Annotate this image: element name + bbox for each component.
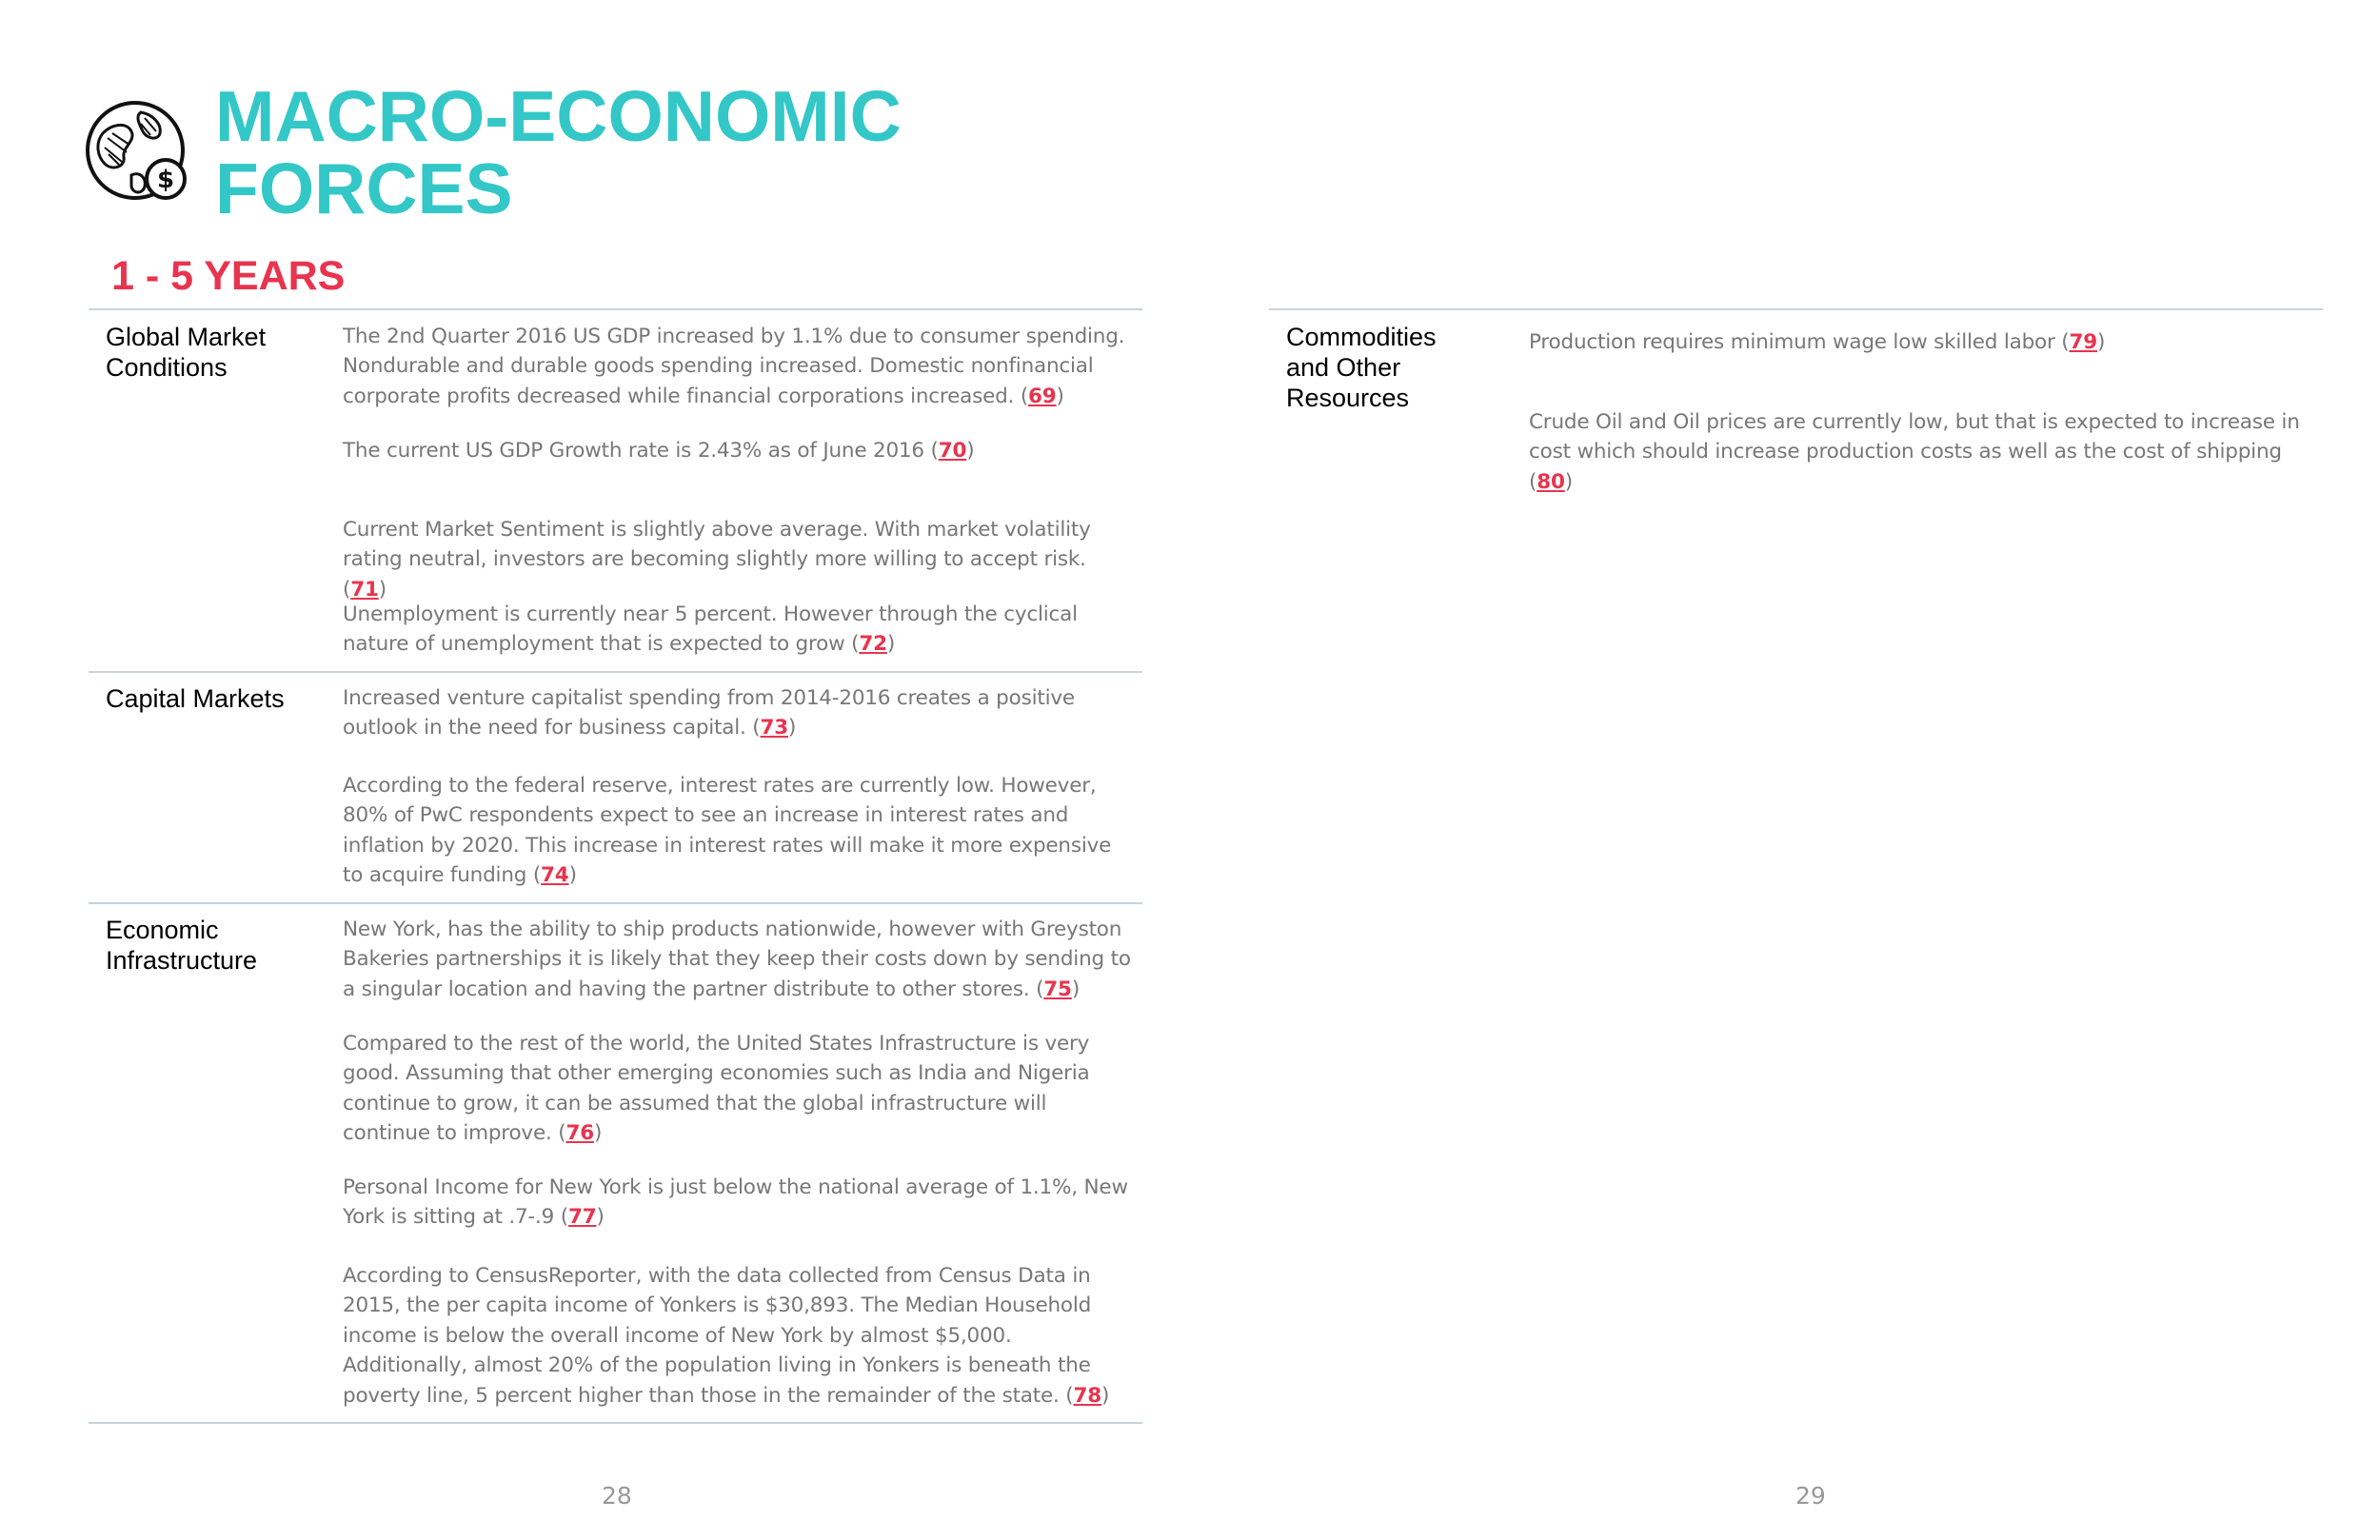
paragraph: The current US GDP Growth rate is 2.43% as of June 2016 (70) — [343, 439, 975, 463]
globe-dollar-icon — [84, 95, 196, 207]
paragraph: Personal Income for New York is just below the national average of 1.1%, New York is sitting at .7-.9 (77) — [343, 1175, 1128, 1230]
divider — [89, 902, 1142, 904]
paragraph: According to CensusReporter, with the data collected from Census Data in 2015, the per capita income of Yonkers is $30,893. The Median Household income is below the overall income of New York by almost $5,000. Additionally, almost 20% of the population living in Yonkers is beneath the poverty line, 5 percent higher than those in the remainder of the state. (78) — [343, 1264, 1110, 1408]
page-title — [215, 76, 902, 228]
divider — [89, 1422, 1142, 1424]
citation-link[interactable]: 73 — [760, 716, 789, 740]
paragraph: Production requires minimum wage low skilled labor (79) — [1529, 330, 2106, 354]
citation-link[interactable]: 69 — [1028, 384, 1057, 408]
paragraph: Crude Oil and Oil prices are currently low, but that is expected to increase in cost which should increase production costs as well as the cost of shipping (80) — [1529, 410, 2300, 494]
divider — [1269, 308, 2323, 310]
paragraph: Increased venture capitalist spending from 2014-2016 creates a positive outlook in the need for business capital. (73) — [343, 686, 1075, 740]
page-number-left: 28 — [602, 1482, 632, 1510]
title-line-1: MACRO-ECONOMIC — [215, 76, 902, 156]
svg-text:$: $ — [156, 166, 175, 194]
citation-link[interactable]: 72 — [859, 632, 887, 657]
citation-link[interactable]: 79 — [2069, 330, 2097, 354]
divider — [89, 671, 1142, 673]
citation-link[interactable]: 77 — [567, 1205, 597, 1230]
citation-link[interactable]: 80 — [1537, 469, 1565, 494]
citation-link[interactable]: 76 — [565, 1121, 594, 1146]
row-label-global-market: Global Market Conditions — [106, 323, 267, 382]
citation-link[interactable]: 71 — [350, 577, 379, 602]
paragraph: New York, has the ability to ship products nationwide, however with Greyston Bakeries partnerships it is likely that they keep their costs down by sending to a singular location and having the partner distribute to other stores. (75) — [343, 918, 1131, 1001]
paragraph: Current Market Sentiment is slightly above average. With market volatility rating neutral, investors are becoming slightly more willing to accept risk. (71) — [343, 518, 1091, 602]
paragraph: According to the federal reserve, interest rates are currently low. However, 80% of PwC respondents expect to see an increase in interest rates and inflation by 2020. This increase in interest rates will make it more expensive to acquire funding (74) — [343, 774, 1112, 888]
title-line-2: FORCES — [215, 148, 513, 228]
row-label-commodities: Commodities and Other Resources — [1286, 323, 1437, 412]
paragraph: Unemployment is currently near 5 percent. However through the cyclical nature of unemployment that is expected to grow (72) — [343, 602, 1078, 657]
section-subtitle: 1 - 5 YEARS — [111, 253, 346, 299]
citation-link[interactable]: 78 — [1073, 1383, 1102, 1408]
citation-link[interactable]: 74 — [541, 863, 569, 888]
paragraph: The 2nd Quarter 2016 US GDP increased by 1.1% due to consumer spending. Nondurable and durable goods spending increased. Domestic nonfinancial corporate profits decreased while financial corporations increased. (69) — [343, 325, 1125, 408]
paragraph: Compared to the rest of the world, the United States Infrastructure is very good. Assuming that other emerging economies such as India and Nigeria continue to grow, it can be assumed that the global infrastructure will continue to improve. (76) — [343, 1032, 1090, 1146]
page-number-right: 29 — [1795, 1482, 1826, 1510]
divider — [89, 308, 1142, 310]
citation-link[interactable]: 75 — [1043, 977, 1072, 1001]
row-label-economic-infrastructure: Economic Infrastructure — [106, 916, 258, 975]
citation-link[interactable]: 70 — [938, 439, 967, 463]
row-label-capital-markets: Capital Markets — [106, 684, 285, 713]
